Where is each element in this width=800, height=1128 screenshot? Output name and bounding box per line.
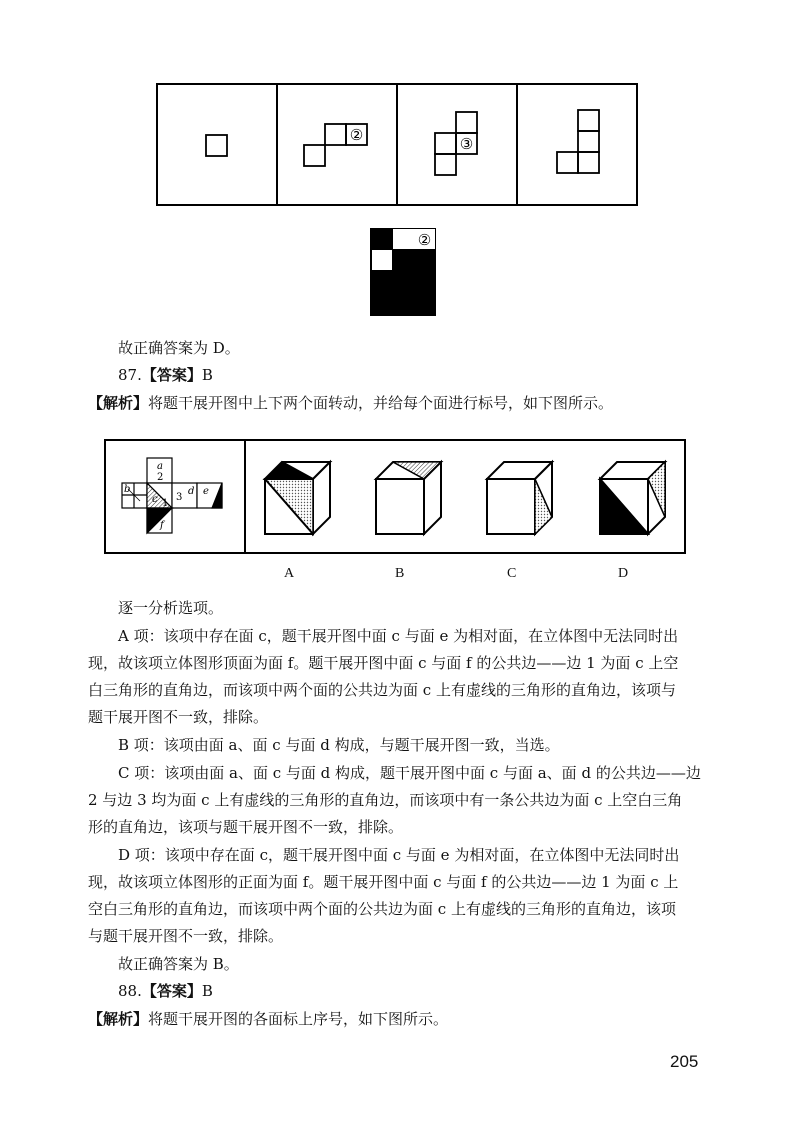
option-label-d: D [618, 566, 629, 581]
analysis-87-text: 将题干展开图中上下两个面转动，并给每个面进行标号，如下图所示。 [148, 394, 614, 412]
net-label-1: 1 [162, 498, 169, 509]
q88-answer: B [201, 982, 213, 1000]
option-d-line-2: 现，故该项立体图形的正面为面 f。题干展开图中面 c 与面 f 的公共边——边 1 为面 c 上 [88, 873, 679, 891]
cube-option-c [487, 462, 552, 534]
net-label-2: 2 [157, 472, 164, 483]
conclusion-86: 故正确答案为 D。 [118, 339, 240, 357]
net-label-d: d [188, 486, 195, 497]
net-label-b: b [124, 484, 131, 495]
cube-option-a [265, 462, 330, 534]
analysis-tag: 【解析】 [88, 394, 149, 412]
block-mark: ② [417, 231, 432, 249]
option-c-line-2: 2 与边 3 均为面 c 上有虚线的三角形的直角边，而该项中有一条公共边为面 c 上空白三角 [88, 791, 683, 809]
option-a-line-2: 现，故该项立体图形顶面为面 f。题干展开图中面 c 与面 f 的公共边——边 1 为面 c 上空 [88, 654, 679, 672]
cube-option-b [376, 462, 441, 534]
conclusion-87: 故正确答案为 B。 [118, 955, 239, 973]
option-a-line-1: A 项：该项中存在面 c，题干展开图中面 c 与面 e 为相对面，在立体图中无法同时出 [118, 627, 679, 645]
q88-number: 88. [118, 982, 142, 1000]
option-a-line-4: 题干展开图不一致，排除。 [88, 708, 269, 726]
q87-answer: B [201, 366, 213, 384]
option-d-line-3: 空白三角形的直角边，而该项中两个面的公共边为面 c 上有虚线的三角形的直角边，该项 [88, 900, 676, 918]
option-label-c: C [507, 566, 517, 581]
page-number: 205 [670, 1052, 699, 1071]
q87-number: 87. [118, 366, 142, 384]
option-d-line-4: 与题干展开图不一致，排除。 [88, 927, 284, 945]
net-label-c: c [152, 494, 158, 505]
option-label-b: B [395, 566, 405, 581]
analysis-tag-88: 【解析】 [88, 1010, 149, 1028]
net-label-f: f [160, 520, 164, 531]
answer-88 [118, 981, 758, 1001]
option-b-line-1: B 项：该项由面 a、面 c 与面 d 构成，与题干展开图一致，当选。 [118, 736, 560, 754]
option-label-a: A [284, 566, 295, 581]
net-label-3: 3 [176, 492, 183, 503]
net-label-e: e [203, 486, 209, 497]
panel3-mark: ③ [459, 135, 474, 153]
option-c-line-3: 形的直角边，该项与题干展开图不一致，排除。 [88, 818, 404, 836]
option-c-line-1: C 项：该项由面 a、面 c 与面 d 构成，题干展开图中面 c 与面 a、面 d 的公共边——边 [118, 764, 701, 782]
analysis-88-text: 将题干展开图的各面标上序号，如下图所示。 [148, 1010, 449, 1028]
option-a-line-3: 白三角形的直角边，而该项中两个面的公共边为面 c 上有虚线的三角形的直角边，该项与 [88, 681, 676, 699]
cube-option-d [600, 462, 665, 534]
analyze-intro: 逐一分析选项。 [118, 599, 224, 617]
panel2-mark: ② [349, 126, 364, 144]
q87-answer-tag: 【答案】 [141, 366, 202, 384]
analysis-88 [88, 1009, 728, 1029]
q88-answer-tag: 【答案】 [141, 982, 202, 1000]
net-label-a: a [157, 461, 163, 472]
option-d-line-1: D 项：该项中存在面 c，题干展开图中面 c 与面 e 为相对面，在立体图中无法同时出 [118, 846, 680, 864]
